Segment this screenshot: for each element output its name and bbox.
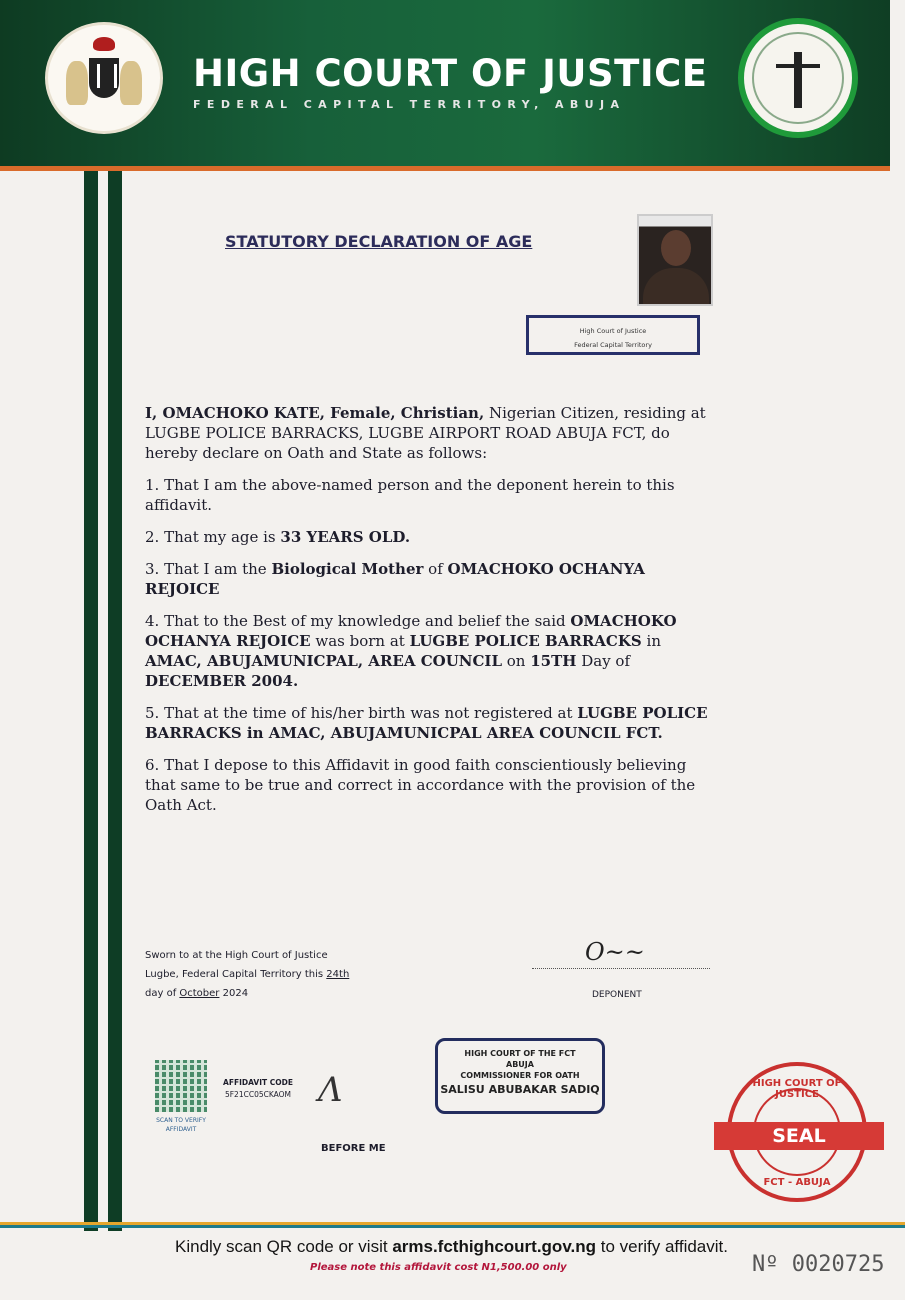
stamp-line: ABUJA	[506, 1060, 534, 1069]
declaration-body	[145, 403, 715, 827]
deponent-label: DEPONENT	[592, 990, 642, 1000]
declarant-name: I, OMACHOKO KATE, Female, Christian,	[145, 404, 485, 422]
clause-6: 6. That I depose to this Affidavit in good faith conscientiously believing that same to be true and correct in accordance with the provision of the Oath Act.	[145, 756, 696, 814]
clause-text: in	[641, 632, 661, 650]
affidavit-code-block	[218, 1077, 298, 1101]
clause-5	[145, 703, 715, 743]
clause-4	[145, 611, 715, 691]
commissioner-name: SALISU ABUBAKAR SADIQ	[440, 1083, 600, 1096]
court-header	[0, 0, 890, 168]
deponent-signature-icon: O~~	[585, 938, 645, 966]
verify-text: to verify affidavit.	[596, 1237, 728, 1256]
signature-line	[532, 968, 710, 969]
sworn-text: Lugbe, Federal Capital Territory this	[145, 969, 327, 980]
clause-1: 1. That I am the above-named person and the deponent herein to this affidavit.	[145, 476, 675, 514]
commissioner-stamp	[435, 1038, 605, 1114]
qr-caption: SCAN TO VERIFY AFFIDAVIT	[156, 1117, 206, 1133]
affidavit-code-label: AFFIDAVIT CODE	[223, 1078, 293, 1087]
stamp-line: High Court of Justice	[579, 327, 647, 335]
area-council: AMAC, ABUJAMUNICPAL, AREA COUNCIL	[145, 652, 502, 670]
sworn-line	[145, 984, 349, 1003]
clause-text: 2. That my age is	[145, 528, 281, 546]
verify-text: Kindly scan QR code or visit	[175, 1237, 393, 1256]
cost-note: Please note this affidavit cost N1,500.00 only	[310, 1262, 567, 1273]
birth-month-year: DECEMBER 2004.	[145, 672, 299, 690]
birth-day: 15TH	[530, 652, 577, 670]
stamp-line: COMMISSIONER FOR OATH	[460, 1071, 580, 1080]
footer-divider	[0, 1222, 905, 1228]
court-title: HIGH COURT OF JUSTICE	[193, 52, 708, 95]
sworn-statement	[145, 946, 349, 1003]
header-divider	[0, 166, 890, 171]
stamp-line: Federal Capital Territory	[574, 341, 652, 349]
clause-text: 4. That to the Best of my knowledge and belief the said	[145, 612, 571, 630]
clause-text: 3. That I am the	[145, 560, 272, 578]
court-subtitle: FEDERAL CAPITAL TERRITORY, ABUJA	[193, 98, 626, 111]
intro-text: Nigerian Citizen, residing at LUGBE POLICE BARRACKS, LUGBE AIRPORT ROAD ABUJA FCT, do hereby declare on Oath and State as follows:	[145, 404, 706, 462]
affidavit-code: 5F21CC05CKAOM	[224, 1090, 292, 1099]
before-me-label: BEFORE ME	[321, 1143, 386, 1154]
sworn-day: 24th	[326, 969, 350, 980]
nigeria-coat-of-arms-icon	[45, 22, 163, 134]
sworn-text: day of	[145, 988, 180, 999]
birth-place: LUGBE POLICE BARRACKS	[409, 632, 642, 650]
child-name: OMACHOKO OCHANYA REJOICE	[145, 612, 677, 650]
left-stripe	[108, 171, 122, 1231]
sworn-year: 2024	[219, 988, 249, 999]
sworn-month: October	[179, 988, 220, 999]
age-value: 33 YEARS OLD.	[280, 528, 411, 546]
fct-court-seal-icon	[738, 18, 858, 138]
clause-2	[145, 527, 715, 547]
clause-text: 5. That at the time of his/her birth was not registered at	[145, 704, 578, 722]
clause-text: Day of	[576, 652, 631, 670]
seal-band: SEAL	[714, 1122, 884, 1150]
clause-text: was born at	[310, 632, 410, 650]
sworn-line	[145, 965, 349, 984]
clause-text: of	[423, 560, 448, 578]
clause-3	[145, 559, 715, 599]
registration-place: LUGBE POLICE BARRACKS in AMAC, ABUJAMUNICPAL AREA COUNCIL FCT.	[145, 704, 708, 742]
child-name: OMACHOKO OCHANYA REJOICE	[145, 560, 645, 598]
document-title: STATUTORY DECLARATION OF AGE	[225, 232, 533, 251]
serial-number: Nº 0020725	[752, 1252, 885, 1277]
seal-top-text: HIGH COURT OF JUSTICE	[752, 1078, 842, 1100]
intro-paragraph	[145, 403, 715, 463]
photo-stamp	[526, 315, 700, 355]
verify-instructions	[175, 1237, 728, 1257]
passport-photo	[637, 214, 713, 306]
clause-text: on	[502, 652, 531, 670]
verify-url-link[interactable]: arms.fcthighcourt.gov.ng	[392, 1237, 597, 1256]
commissioner-signature-icon: Λ	[318, 1070, 343, 1110]
seal-bottom-text: FCT - ABUJA	[763, 1177, 831, 1188]
qr-code-icon[interactable]	[155, 1060, 207, 1112]
left-stripe	[84, 171, 98, 1231]
stamp-line: HIGH COURT OF THE FCT	[464, 1049, 576, 1058]
sworn-line: Sworn to at the High Court of Justice	[145, 950, 328, 961]
relationship: Biological Mother	[271, 560, 424, 578]
